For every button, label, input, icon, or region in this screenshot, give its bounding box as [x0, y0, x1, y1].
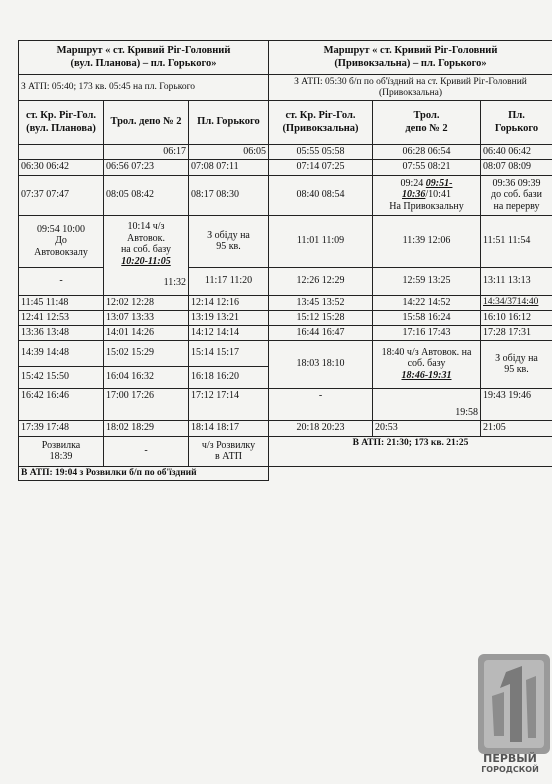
logo-line1: ПЕРВЫЙ [468, 752, 552, 765]
left-route-table [18, 40, 269, 481]
right-special-depot-evening: 18:40 ч/з Автовок. на соб. базу 18:46-19:31 [373, 340, 481, 388]
table-row: 14:39 14:48 15:02 15:29 15:14 15:17 [19, 340, 269, 366]
table-row: 05:55 05:58 06:28 06:54 06:40 06:42 [269, 145, 552, 160]
table-row: 18:03 18:10 18:40 ч/з Автовок. на соб. базу 18:46-19:31 З обіду на 95 кв. [269, 340, 552, 388]
table-row: 12:26 12:29 12:59 13:25 13:11 13:13 [269, 267, 552, 295]
table-row: 06:30 06:42 06:56 07:23 07:08 07:11 [19, 159, 269, 175]
table-row: 15:12 15:28 15:58 16:24 16:10 16:12 [269, 310, 552, 325]
right-col-header-depot: Трол. депо № 2 [373, 101, 481, 145]
first-city-logo [468, 650, 552, 779]
table-row: 13:36 13:48 14:01 14:26 14:12 14:14 [19, 325, 269, 340]
right-special-depot: 09:24 09:51- 10:36/10:41 На Привокзальну [373, 175, 481, 215]
right-route-title: Маршрут « ст. Кривий Ріг-Головний (Привокзальна) – пл. Горького» [269, 41, 552, 75]
right-footer: В АТП: 21:30; 173 кв. 21:25 [269, 436, 552, 466]
left-route-title: Маршрут « ст. Кривий Ріг-Головний (вул. Планова) – пл. Горького» [19, 41, 269, 75]
table-row: 07:37 07:47 08:05 08:42 08:17 08:30 [19, 175, 269, 215]
table-row: 16:44 16:47 17:16 17:43 17:28 17:31 [269, 325, 552, 340]
table-row: 11:45 11:48 12:02 12:28 12:14 12:16 [19, 295, 269, 310]
left-footer: В АТП: 19:04 з Розвилки б/п по об'їздний [19, 466, 269, 480]
table-row: 15:42 15:50 16:04 16:32 16:18 16:20 [19, 366, 269, 388]
table-row: 17:39 17:48 18:02 18:29 18:14 18:17 [19, 420, 269, 436]
table-row: 07:14 07:25 07:55 08:21 08:07 08:09 [269, 159, 552, 175]
table-row [19, 215, 269, 267]
left-special-c3: З обіду на 95 кв. [189, 215, 269, 267]
right-col-header-station: ст. Кр. Ріг-Гол. (Привокзальна) [269, 101, 373, 145]
logo-line2: ГОРОДСКОЙ [468, 765, 552, 774]
left-special-c2: 10:14 ч/з Автовок. на соб. базу 10:20-11:05 11:32 [104, 215, 189, 295]
table-row: 13:45 13:52 14:22 14:52 14:34/3714:40 [269, 295, 552, 310]
left-col-header-station: ст. Кр. Ріг-Гол.(вул. Планова) [19, 101, 104, 145]
table-row: 12:41 12:53 13:07 13:33 13:19 13:21 [19, 310, 269, 325]
right-col-header-gorkogo: Пл. Горького [481, 101, 552, 145]
left-atp-info: З АТП: 05:40; 173 кв. 05:45 на пл. Горького [19, 75, 269, 101]
table-row: 11:01 11:09 11:39 12:06 11:51 11:54 [269, 215, 552, 267]
table-row: Розвилка 18:39 - ч/з Розвилку в АТП [19, 436, 269, 466]
table-row: 08:40 08:54 09:24 09:51- 10:36/10:41 На Привокзальну 09:36 09:39 до соб. бази на перерву [269, 175, 552, 215]
table-row: 06:17 06:05 [19, 145, 269, 160]
table-row: 16:42 16:46 17:00 17:26 17:12 17:14 [19, 388, 269, 420]
table-row: - 11:17 11:20 [19, 267, 269, 295]
left-special-c1: 09:54 10:00 До Автовокзалу [19, 215, 104, 267]
left-col-header-depot: Трол. депо № 2 [104, 101, 189, 145]
table-row: 20:18 20:23 20:53 21:05 [269, 420, 552, 436]
table-row: - 19:58 19:43 19:46 [269, 388, 552, 420]
left-col-header-gorkogo: Пл. Горького [189, 101, 269, 145]
right-atp-info: З АТП: 05:30 б/п по об'їздний на ст. Кривий Ріг-Головний (Привокзальна) [269, 75, 552, 101]
right-route-table [268, 40, 552, 467]
